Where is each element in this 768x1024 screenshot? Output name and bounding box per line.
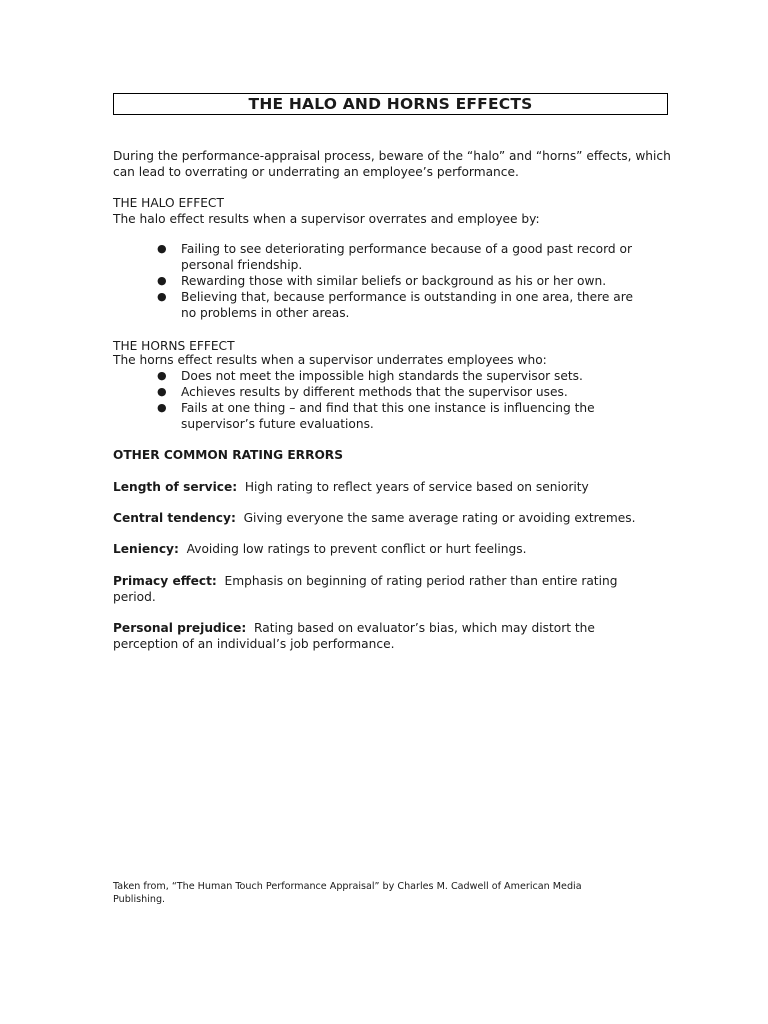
horns-list <box>0 368 768 432</box>
other-errors-heading: OTHER COMMON RATING ERRORS <box>113 448 343 462</box>
bullet-icon: ● <box>157 385 167 398</box>
bullet-icon: ● <box>157 290 167 303</box>
document-title: THE HALO AND HORNS EFFECTS <box>113 93 668 115</box>
list-item: ● Achieves results by different methods that the supervisor uses. <box>157 385 568 399</box>
list-item: ● Fails at one thing – and find that this one instance is influencing the supervisor’s future evaluations. <box>157 401 595 431</box>
list-item: ● Believing that, because performance is outstanding in one area, there are no problems in other areas. <box>157 290 633 320</box>
rating-error-length-of-service: Length of service: High rating to reflect years of service based on seniority <box>113 480 589 494</box>
list-item: ● Failing to see deteriorating performance because of a good past record or personal friendship. <box>157 242 633 272</box>
halo-list <box>0 241 768 321</box>
list-item: ● Rewarding those with similar beliefs or background as his or her own. <box>157 274 607 288</box>
bullet-icon: ● <box>157 401 167 414</box>
list-item: ● Does not meet the impossible high standards the supervisor sets. <box>157 369 583 383</box>
bullet-icon: ● <box>157 369 167 382</box>
rating-error-personal-prejudice: Personal prejudice: Rating based on evaluator’s bias, which may distort the perception of an individual’s job performance. <box>113 621 595 651</box>
intro-paragraph: During the performance-appraisal process, beware of the “halo” and “horns” effects, which can lead to overrating or underrating an employee’s performance. <box>113 149 671 179</box>
bullet-icon: ● <box>157 274 167 287</box>
halo-heading: THE HALO EFFECT <box>113 196 224 210</box>
source-footnote: Taken from, “The Human Touch Performance Appraisal” by Charles M. Cadwell of American Media Publishing. <box>113 881 582 905</box>
horns-intro: The horns effect results when a supervisor underrates employees who: <box>113 353 547 367</box>
halo-intro: The halo effect results when a supervisor overrates and employee by: <box>113 212 540 226</box>
bullet-icon: ● <box>157 242 167 255</box>
rating-error-primacy-effect: Primacy effect: Emphasis on beginning of rating period rather than entire rating period. <box>113 574 618 604</box>
rating-error-central-tendency: Central tendency: Giving everyone the same average rating or avoiding extremes. <box>113 511 636 525</box>
rating-error-leniency: Leniency: Avoiding low ratings to prevent conflict or hurt feelings. <box>113 542 527 556</box>
horns-heading: THE HORNS EFFECT <box>113 339 235 353</box>
